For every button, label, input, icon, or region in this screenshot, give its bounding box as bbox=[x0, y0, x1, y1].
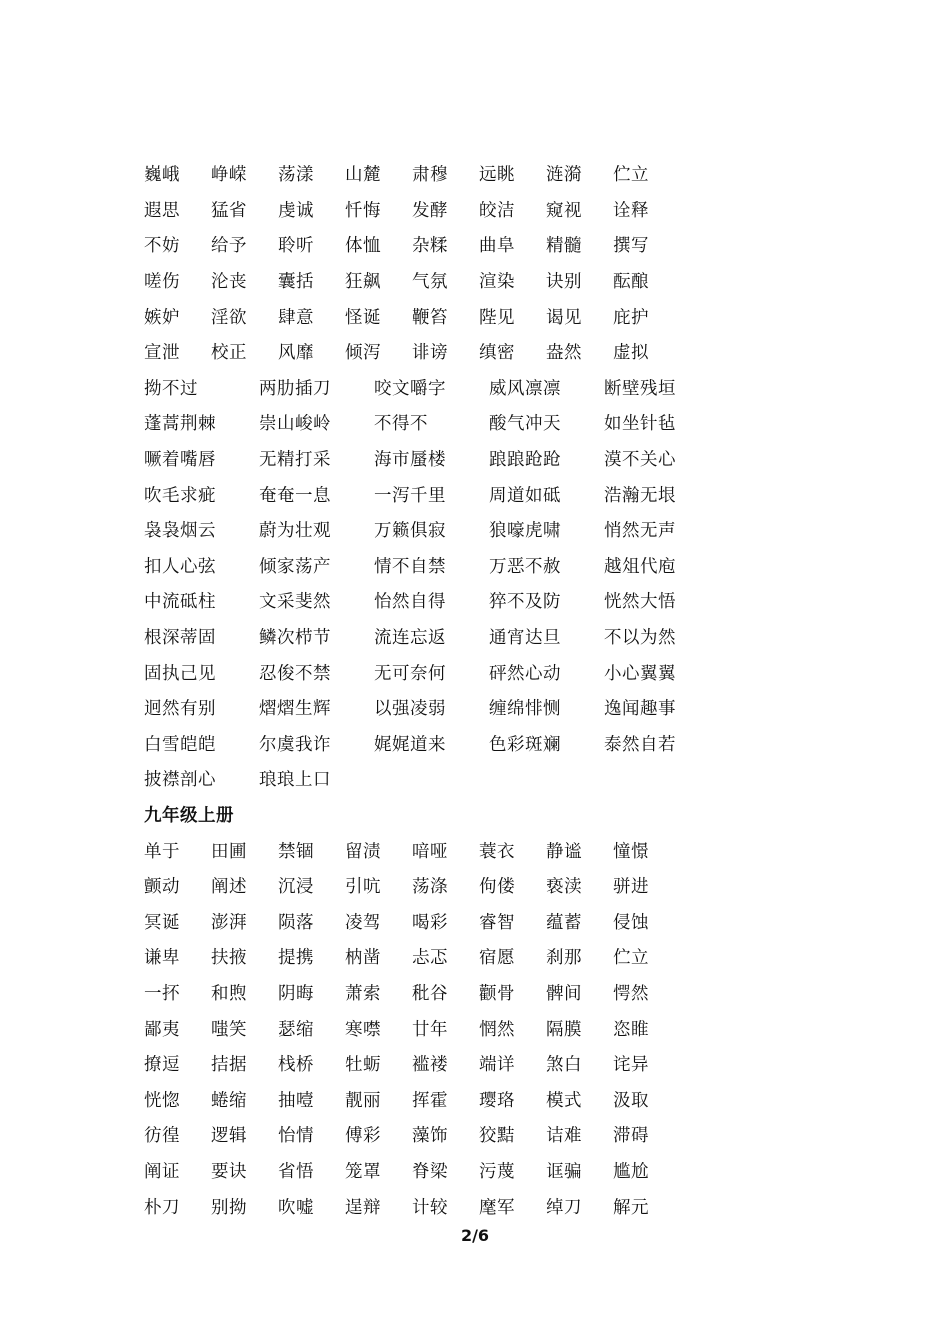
vocab-word: 恣睢 bbox=[613, 1019, 649, 1040]
vocab-word: 嗤笑 bbox=[211, 1019, 247, 1040]
idiom-phrase: 无精打采 bbox=[259, 450, 331, 471]
vocab-word: 发酵 bbox=[412, 200, 448, 221]
vocab-word: 牡蛎 bbox=[345, 1055, 381, 1076]
vocab-word: 一抔 bbox=[144, 983, 180, 1004]
vocab-word: 宣泄 bbox=[144, 343, 180, 364]
idiom-phrase: 吹毛求疵 bbox=[144, 485, 216, 506]
word-row bbox=[144, 619, 844, 655]
vocab-word: 蜷缩 bbox=[211, 1090, 247, 1111]
page-separator: / bbox=[472, 1226, 478, 1245]
vocab-word: 诧异 bbox=[613, 1055, 649, 1076]
vocab-word: 给予 bbox=[211, 236, 247, 257]
idiom-phrase: 越俎代庖 bbox=[604, 556, 676, 577]
idiom-phrase: 文采斐然 bbox=[259, 592, 331, 613]
vocab-word: 刹那 bbox=[546, 948, 582, 969]
vocab-word: 山麓 bbox=[345, 165, 381, 186]
vocab-word: 囊括 bbox=[278, 272, 314, 293]
vocab-word: 隔膜 bbox=[546, 1019, 582, 1040]
vocab-word: 诀别 bbox=[546, 272, 582, 293]
vocab-word: 远眺 bbox=[479, 165, 515, 186]
vocab-word: 陛见 bbox=[479, 307, 515, 328]
vocab-word: 肆意 bbox=[278, 307, 314, 328]
idiom-phrase: 迥然有别 bbox=[144, 699, 216, 720]
vocab-word: 盎然 bbox=[546, 343, 582, 364]
idiom-phrase: 中流砥柱 bbox=[144, 592, 216, 613]
idiom-phrase: 猝不及防 bbox=[489, 592, 561, 613]
idiom-phrase: 拗不过 bbox=[144, 378, 198, 399]
vocab-word: 汲取 bbox=[613, 1090, 649, 1111]
vocabulary-content bbox=[144, 156, 844, 1224]
vocab-word: 怡情 bbox=[278, 1126, 314, 1147]
vocab-word: 不妨 bbox=[144, 236, 180, 257]
vocab-word: 煞白 bbox=[546, 1055, 582, 1076]
idiom-phrase: 酸气冲天 bbox=[489, 414, 561, 435]
vocab-word: 风靡 bbox=[278, 343, 314, 364]
vocab-word: 校正 bbox=[211, 343, 247, 364]
vocab-word: 荡漾 bbox=[278, 165, 314, 186]
idiom-phrase: 忍俊不禁 bbox=[259, 663, 331, 684]
idiom-phrase: 色彩斑斓 bbox=[489, 734, 561, 755]
vocab-word: 诠释 bbox=[613, 200, 649, 221]
vocab-word: 吹嘘 bbox=[278, 1197, 314, 1218]
vocab-word: 要诀 bbox=[211, 1161, 247, 1182]
vocab-word: 靓丽 bbox=[345, 1090, 381, 1111]
word-row bbox=[144, 548, 844, 584]
vocab-word: 诘难 bbox=[546, 1126, 582, 1147]
vocab-word: 藻饰 bbox=[412, 1126, 448, 1147]
idiom-phrase: 海市蜃楼 bbox=[374, 450, 446, 471]
idiom-phrase: 小心翼翼 bbox=[604, 663, 676, 684]
word-row bbox=[144, 1117, 844, 1153]
vocab-word: 脊梁 bbox=[412, 1161, 448, 1182]
vocab-word: 计较 bbox=[412, 1197, 448, 1218]
vocab-word: 尴尬 bbox=[613, 1161, 649, 1182]
word-row bbox=[144, 939, 844, 975]
vocab-word: 涟漪 bbox=[546, 165, 582, 186]
vocab-word: 亵渎 bbox=[546, 877, 582, 898]
vocab-word: 鞭笞 bbox=[412, 307, 448, 328]
idiom-phrase: 两肋插刀 bbox=[259, 378, 331, 399]
vocab-word: 抽噎 bbox=[278, 1090, 314, 1111]
word-row bbox=[144, 975, 844, 1011]
idiom-phrase: 以强凌弱 bbox=[374, 699, 446, 720]
word-row bbox=[144, 263, 844, 299]
idiom-phrase: 尔虞我诈 bbox=[259, 734, 331, 755]
vocab-word: 阐证 bbox=[144, 1161, 180, 1182]
vocab-word: 峥嵘 bbox=[211, 165, 247, 186]
idiom-phrase: 万恶不赦 bbox=[489, 556, 561, 577]
word-row bbox=[144, 1153, 844, 1189]
idiom-phrase: 情不自禁 bbox=[374, 556, 446, 577]
idiom-phrase: 固执己见 bbox=[144, 663, 216, 684]
idiom-phrase: 万籁俱寂 bbox=[374, 521, 446, 542]
vocab-word: 诽谤 bbox=[412, 343, 448, 364]
vocab-word: 阐述 bbox=[211, 877, 247, 898]
vocab-word: 端详 bbox=[479, 1055, 515, 1076]
vocab-word: 模式 bbox=[546, 1090, 582, 1111]
vocab-word: 解元 bbox=[613, 1197, 649, 1218]
vocab-word: 禁锢 bbox=[278, 841, 314, 862]
vocab-word: 诓骗 bbox=[546, 1161, 582, 1182]
vocab-word: 伫立 bbox=[613, 948, 649, 969]
idiom-phrase: 怡然自得 bbox=[374, 592, 446, 613]
vocab-word: 睿智 bbox=[479, 912, 515, 933]
vocab-word: 髀间 bbox=[546, 983, 582, 1004]
idiom-phrase: 蔚为壮观 bbox=[259, 521, 331, 542]
vocab-word: 皎洁 bbox=[479, 200, 515, 221]
vocab-word: 瑟缩 bbox=[278, 1019, 314, 1040]
idiom-phrase: 噘着嘴唇 bbox=[144, 450, 216, 471]
idiom-phrase: 不得不 bbox=[374, 414, 428, 435]
idiom-phrase: 流连忘返 bbox=[374, 628, 446, 649]
vocab-word: 憧憬 bbox=[613, 841, 649, 862]
word-row bbox=[144, 690, 844, 726]
vocab-word: 陨落 bbox=[278, 912, 314, 933]
vocab-word: 曲阜 bbox=[479, 236, 515, 257]
vocab-word: 逻辑 bbox=[211, 1126, 247, 1147]
vocab-word: 倾泻 bbox=[345, 343, 381, 364]
vocab-word: 沦丧 bbox=[211, 272, 247, 293]
vocab-word: 荡涤 bbox=[412, 877, 448, 898]
vocab-word: 忐忑 bbox=[412, 948, 448, 969]
vocab-word: 撩逗 bbox=[144, 1055, 180, 1076]
word-row bbox=[144, 903, 844, 939]
vocab-word: 谦卑 bbox=[144, 948, 180, 969]
word-row bbox=[144, 1010, 844, 1046]
section1-word-list bbox=[144, 156, 844, 370]
vocab-word: 聆听 bbox=[278, 236, 314, 257]
vocab-word: 省悟 bbox=[278, 1161, 314, 1182]
vocab-word: 扶掖 bbox=[211, 948, 247, 969]
vocab-word: 颤动 bbox=[144, 877, 180, 898]
idiom-phrase: 崇山峻岭 bbox=[259, 414, 331, 435]
idiom-phrase: 砰然心动 bbox=[489, 663, 561, 684]
idiom-phrase: 无可奈何 bbox=[374, 663, 446, 684]
vocab-word: 嗟伤 bbox=[144, 272, 180, 293]
idiom-phrase: 白雪皑皑 bbox=[144, 734, 216, 755]
idiom-phrase: 琅琅上口 bbox=[259, 770, 331, 791]
vocab-word: 拮据 bbox=[211, 1055, 247, 1076]
vocab-word: 褴褛 bbox=[412, 1055, 448, 1076]
vocab-word: 猛省 bbox=[211, 200, 247, 221]
idiom-phrase: 威风凛凛 bbox=[489, 378, 561, 399]
vocab-word: 凌驾 bbox=[345, 912, 381, 933]
vocab-word: 侵蚀 bbox=[613, 912, 649, 933]
word-row bbox=[144, 583, 844, 619]
vocab-word: 鄙夷 bbox=[144, 1019, 180, 1040]
idiom-phrase: 浩瀚无垠 bbox=[604, 485, 676, 506]
vocab-word: 田圃 bbox=[211, 841, 247, 862]
word-row bbox=[144, 726, 844, 762]
idiom-phrase: 逸闻趣事 bbox=[604, 699, 676, 720]
vocab-word: 寒噤 bbox=[345, 1019, 381, 1040]
vocab-word: 嫉妒 bbox=[144, 307, 180, 328]
vocab-word: 阴晦 bbox=[278, 983, 314, 1004]
vocab-word: 惘然 bbox=[479, 1019, 515, 1040]
idiom-phrase: 漠不关心 bbox=[604, 450, 676, 471]
vocab-word: 滞碍 bbox=[613, 1126, 649, 1147]
word-row bbox=[144, 298, 844, 334]
vocab-word: 狡黠 bbox=[479, 1126, 515, 1147]
word-row bbox=[144, 370, 844, 406]
vocab-word: 遐思 bbox=[144, 200, 180, 221]
word-row bbox=[144, 405, 844, 441]
page-number bbox=[0, 1226, 950, 1245]
word-row bbox=[144, 832, 844, 868]
idiom-phrase: 如坐针毡 bbox=[604, 414, 676, 435]
vocab-word: 颧骨 bbox=[479, 983, 515, 1004]
vocab-word: 萧索 bbox=[345, 983, 381, 1004]
idiom-phrase: 扣人心弦 bbox=[144, 556, 216, 577]
vocab-word: 枘凿 bbox=[345, 948, 381, 969]
vocab-word: 佝偻 bbox=[479, 877, 515, 898]
word-row bbox=[144, 334, 844, 370]
vocab-word: 澎湃 bbox=[211, 912, 247, 933]
vocab-word: 傅彩 bbox=[345, 1126, 381, 1147]
vocab-word: 酝酿 bbox=[613, 272, 649, 293]
idiom-phrase: 根深蒂固 bbox=[144, 628, 216, 649]
idiom-phrase: 恍然大悟 bbox=[604, 592, 676, 613]
word-row bbox=[144, 512, 844, 548]
idiom-phrase: 蓬蒿荆棘 bbox=[144, 414, 216, 435]
idiom-phrase: 通宵达旦 bbox=[489, 628, 561, 649]
vocab-word: 狂飙 bbox=[345, 272, 381, 293]
word-row bbox=[144, 1081, 844, 1117]
vocab-word: 缜密 bbox=[479, 343, 515, 364]
vocab-word: 别拗 bbox=[211, 1197, 247, 1218]
idiom-phrase: 倾家荡产 bbox=[259, 556, 331, 577]
word-row bbox=[144, 441, 844, 477]
vocab-word: 虚拟 bbox=[613, 343, 649, 364]
vocab-word: 提携 bbox=[278, 948, 314, 969]
vocab-word: 精髓 bbox=[546, 236, 582, 257]
vocab-word: 廿年 bbox=[412, 1019, 448, 1040]
idiom-phrase: 袅袅烟云 bbox=[144, 521, 216, 542]
vocab-word: 庇护 bbox=[613, 307, 649, 328]
vocab-word: 栈桥 bbox=[278, 1055, 314, 1076]
vocab-word: 逞辩 bbox=[345, 1197, 381, 1218]
idiom-phrase: 缠绵悱恻 bbox=[489, 699, 561, 720]
idiom-phrase: 不以为然 bbox=[604, 628, 676, 649]
idiom-phrase: 悄然无声 bbox=[604, 521, 676, 542]
section-heading-row bbox=[144, 797, 844, 833]
vocab-word: 愕然 bbox=[613, 983, 649, 1004]
vocab-word: 怪诞 bbox=[345, 307, 381, 328]
vocab-word: 喝彩 bbox=[412, 912, 448, 933]
word-row bbox=[144, 192, 844, 228]
idiom-phrase: 奄奄一息 bbox=[259, 485, 331, 506]
vocab-word: 和煦 bbox=[211, 983, 247, 1004]
current-page: 2 bbox=[460, 1226, 473, 1245]
vocab-word: 引吭 bbox=[345, 877, 381, 898]
vocab-word: 笼罩 bbox=[345, 1161, 381, 1182]
vocab-word: 静谧 bbox=[546, 841, 582, 862]
grade9-vol1-heading: 九年级上册 bbox=[144, 805, 234, 826]
vocab-word: 蓑衣 bbox=[479, 841, 515, 862]
vocab-word: 喑哑 bbox=[412, 841, 448, 862]
idiom-phrase: 娓娓道来 bbox=[374, 734, 446, 755]
idiom-phrase: 泰然自若 bbox=[604, 734, 676, 755]
vocab-word: 忏悔 bbox=[345, 200, 381, 221]
section2-word-list bbox=[144, 832, 844, 1224]
vocab-word: 谒见 bbox=[546, 307, 582, 328]
section1-idiom-list bbox=[144, 370, 844, 797]
idiom-phrase: 一泻千里 bbox=[374, 485, 446, 506]
idiom-phrase: 周道如砥 bbox=[489, 485, 561, 506]
idiom-phrase: 踉踉跄跄 bbox=[489, 450, 561, 471]
idiom-phrase: 断壁残垣 bbox=[604, 378, 676, 399]
idiom-phrase: 咬文嚼字 bbox=[374, 378, 446, 399]
word-row bbox=[144, 1046, 844, 1082]
vocab-word: 彷徨 bbox=[144, 1126, 180, 1147]
vocab-word: 挥霍 bbox=[412, 1090, 448, 1111]
vocab-word: 麾军 bbox=[479, 1197, 515, 1218]
vocab-word: 窥视 bbox=[546, 200, 582, 221]
vocab-word: 体恤 bbox=[345, 236, 381, 257]
vocab-word: 撰写 bbox=[613, 236, 649, 257]
idiom-phrase: 鳞次栉节 bbox=[259, 628, 331, 649]
vocab-word: 气氛 bbox=[412, 272, 448, 293]
vocab-word: 恍惚 bbox=[144, 1090, 180, 1111]
vocab-word: 冥诞 bbox=[144, 912, 180, 933]
idiom-phrase: 披襟剖心 bbox=[144, 770, 216, 791]
word-row bbox=[144, 227, 844, 263]
vocab-word: 巍峨 bbox=[144, 165, 180, 186]
vocab-word: 伫立 bbox=[613, 165, 649, 186]
idiom-phrase: 熠熠生辉 bbox=[259, 699, 331, 720]
vocab-word: 沉浸 bbox=[278, 877, 314, 898]
vocab-word: 宿愿 bbox=[479, 948, 515, 969]
vocab-word: 肃穆 bbox=[412, 165, 448, 186]
word-row bbox=[144, 654, 844, 690]
vocab-word: 污蔑 bbox=[479, 1161, 515, 1182]
word-row bbox=[144, 761, 844, 797]
word-row bbox=[144, 476, 844, 512]
word-row bbox=[144, 868, 844, 904]
vocab-word: 虔诚 bbox=[278, 200, 314, 221]
vocab-word: 杂糅 bbox=[412, 236, 448, 257]
vocab-word: 绰刀 bbox=[546, 1197, 582, 1218]
word-row bbox=[144, 1188, 844, 1224]
vocab-word: 单于 bbox=[144, 841, 180, 862]
vocab-word: 渲染 bbox=[479, 272, 515, 293]
vocab-word: 朴刀 bbox=[144, 1197, 180, 1218]
word-row bbox=[144, 156, 844, 192]
vocab-word: 骈进 bbox=[613, 877, 649, 898]
idiom-phrase: 狼嚎虎啸 bbox=[489, 521, 561, 542]
vocab-word: 淫欲 bbox=[211, 307, 247, 328]
vocab-word: 秕谷 bbox=[412, 983, 448, 1004]
vocab-word: 璎珞 bbox=[479, 1090, 515, 1111]
vocab-word: 留渍 bbox=[345, 841, 381, 862]
vocab-word: 蕴蓄 bbox=[546, 912, 582, 933]
total-pages: 6 bbox=[477, 1226, 490, 1245]
